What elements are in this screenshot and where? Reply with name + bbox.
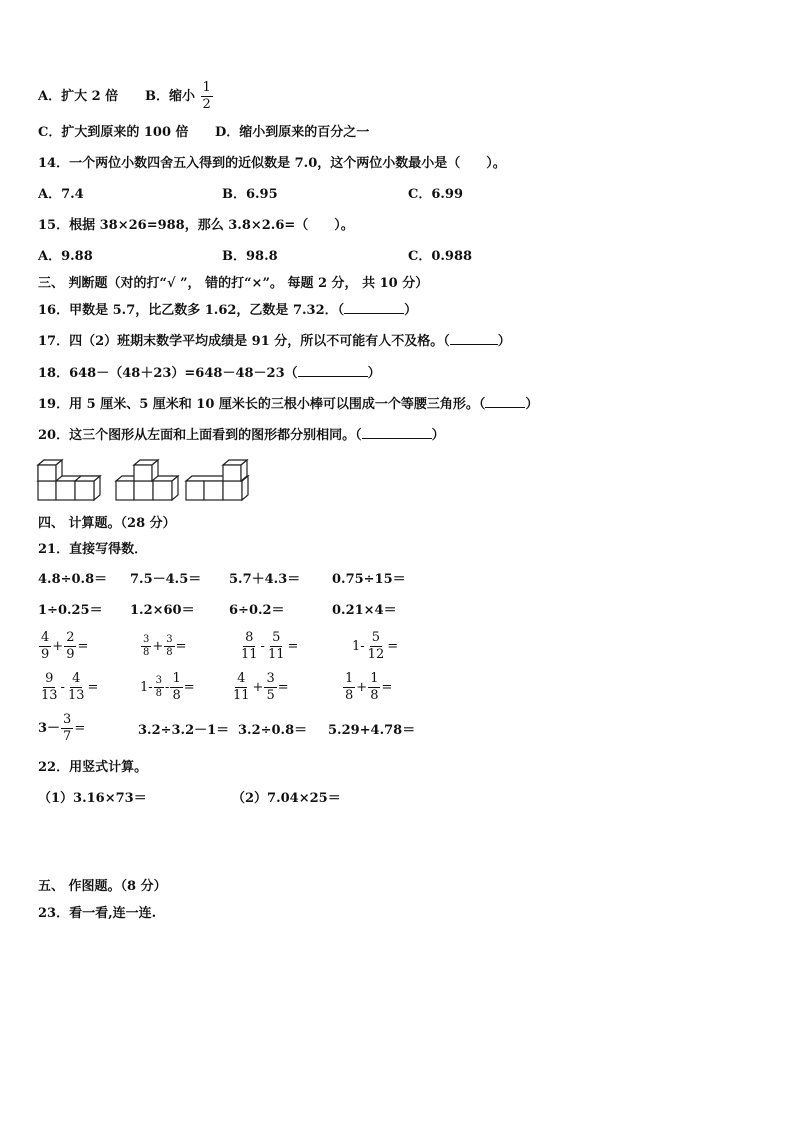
fraction-calc-item: 1- $\frac{5}{12}$ = bbox=[352, 630, 399, 662]
q16-text: 16．甲数是 5.7，比乙数多 1.62，乙数是 7.32．（ bbox=[38, 303, 345, 318]
q13-option-d: D．缩小到原来的百分之一 bbox=[215, 125, 370, 140]
fraction-calc-item: $\frac{4}{11}$ + $\frac{3}{5}$ = bbox=[233, 671, 289, 703]
fraction-calc-item: $\frac{3}{8}$ + $\frac{3}{8}$ = bbox=[143, 634, 187, 658]
close-paren: ） bbox=[431, 428, 445, 443]
close-paren: ） bbox=[525, 397, 539, 412]
q14-option-c: C．6.99 bbox=[408, 187, 464, 202]
cube-figure-1 bbox=[38, 460, 100, 500]
calc-item: 0.75÷15＝ bbox=[332, 572, 406, 587]
q20 bbox=[38, 426, 445, 445]
calc-item: 1.2×60＝ bbox=[130, 603, 195, 618]
q13-option-c: C．扩大到原来的 100 倍 bbox=[38, 125, 189, 140]
calc-item: 5.29+4.78＝ bbox=[328, 723, 416, 738]
section-3-heading: 三、 判断题（对的打“√ ”， 错的打“×”。 每题 2 分， 共 10 分） bbox=[38, 276, 429, 291]
fraction-denominator: 2 bbox=[202, 97, 211, 112]
calc-item: 3.2÷0.8＝ bbox=[238, 723, 308, 738]
q13-option-b-fraction bbox=[201, 80, 213, 113]
q14-option-a: A．7.4 bbox=[38, 187, 84, 202]
q18-text: 18．648－（48＋23）=648－48－23（ bbox=[38, 366, 298, 381]
calc-item: 4.8÷0.8＝ bbox=[38, 572, 108, 587]
calc-item: 3.2÷3.2－1＝ bbox=[138, 723, 230, 738]
q17 bbox=[38, 332, 511, 351]
q19 bbox=[38, 395, 538, 414]
calc-item: 1÷0.25＝ bbox=[38, 603, 103, 618]
q15-stem: 15．根据 38×26=988，那么 3.8×2.6=（ ）。 bbox=[38, 218, 354, 233]
q21-stem: 21．直接写得数． bbox=[38, 542, 148, 557]
q13-option-b bbox=[145, 80, 214, 113]
q17-text: 17．四（2）班期末数学平均成绩是 91 分，所以不可能有人不及格。（ bbox=[38, 334, 450, 349]
cube-figure-3 bbox=[186, 460, 248, 500]
q22-part-2: （2）7.04×25＝ bbox=[232, 791, 341, 806]
calc-item: 6÷0.2＝ bbox=[229, 603, 285, 618]
fraction-calc-item: 3－ $\frac{3}{7}$ = bbox=[38, 712, 86, 744]
fraction-calc-item: $\frac{4}{9}$ + $\frac{2}{9}$ = bbox=[41, 630, 89, 662]
q22-part-1: （1）3.16×73＝ bbox=[38, 791, 147, 806]
q19-answer-blank[interactable] bbox=[485, 395, 525, 408]
q15-option-c: C．0.988 bbox=[408, 249, 473, 264]
calc-item: 7.5－4.5＝ bbox=[130, 572, 202, 587]
q22-stem: 22．用竖式计算。 bbox=[38, 760, 148, 775]
q20-cube-figures bbox=[36, 457, 266, 507]
q17-answer-blank[interactable] bbox=[450, 332, 498, 345]
q15-option-b: B．98.8 bbox=[222, 249, 278, 264]
cube-figure-2 bbox=[116, 460, 178, 500]
q16 bbox=[38, 301, 417, 320]
q23-stem: 23．看一看,连一连. bbox=[38, 906, 157, 921]
fraction-calc-item: $\frac{8}{11}$ - $\frac{5}{11}$ = bbox=[241, 630, 299, 662]
close-paren: ） bbox=[404, 303, 418, 318]
q16-answer-blank[interactable] bbox=[344, 301, 404, 314]
q18 bbox=[38, 364, 381, 383]
fraction-calc-item: 1- $\frac{3}{8}$ - $\frac{1}{8}$ = bbox=[140, 671, 195, 703]
fraction-calc-item: $\frac{9}{13}$ - $\frac{4}{13}$ = bbox=[41, 671, 99, 703]
fraction-calc-item: $\frac{1}{8}$ + $\frac{1}{8}$ = bbox=[345, 671, 393, 703]
q18-answer-blank[interactable] bbox=[298, 364, 368, 377]
close-paren: ） bbox=[367, 366, 381, 381]
q20-text: 20．这三个图形从左面和上面看到的图形都分别相同。（ bbox=[38, 428, 362, 443]
section-4-heading: 四、 计算题。（28 分） bbox=[38, 516, 176, 531]
fraction-numerator: 1 bbox=[202, 80, 211, 95]
q15-option-a: A．9.88 bbox=[38, 249, 93, 264]
q13-option-b-prefix: B．缩小 bbox=[145, 89, 195, 104]
q14-option-b: B．6.95 bbox=[222, 187, 278, 202]
q19-text: 19．用 5 厘米、5 厘米和 10 厘米长的三根小棒可以围成一个等腰三角形。（ bbox=[38, 397, 486, 412]
q20-answer-blank[interactable] bbox=[362, 426, 432, 439]
close-paren: ） bbox=[497, 334, 511, 349]
calc-item: 5.7＋4.3＝ bbox=[229, 572, 301, 587]
calc-item: 0.21×4＝ bbox=[332, 603, 397, 618]
q13-option-a: A．扩大 2 倍 bbox=[38, 89, 119, 104]
section-5-heading: 五、 作图题。（8 分） bbox=[38, 879, 167, 894]
q14-stem: 14．一个两位小数四舍五入得到的近似数是 7.0，这个两位小数最小是（ ）。 bbox=[38, 156, 506, 171]
